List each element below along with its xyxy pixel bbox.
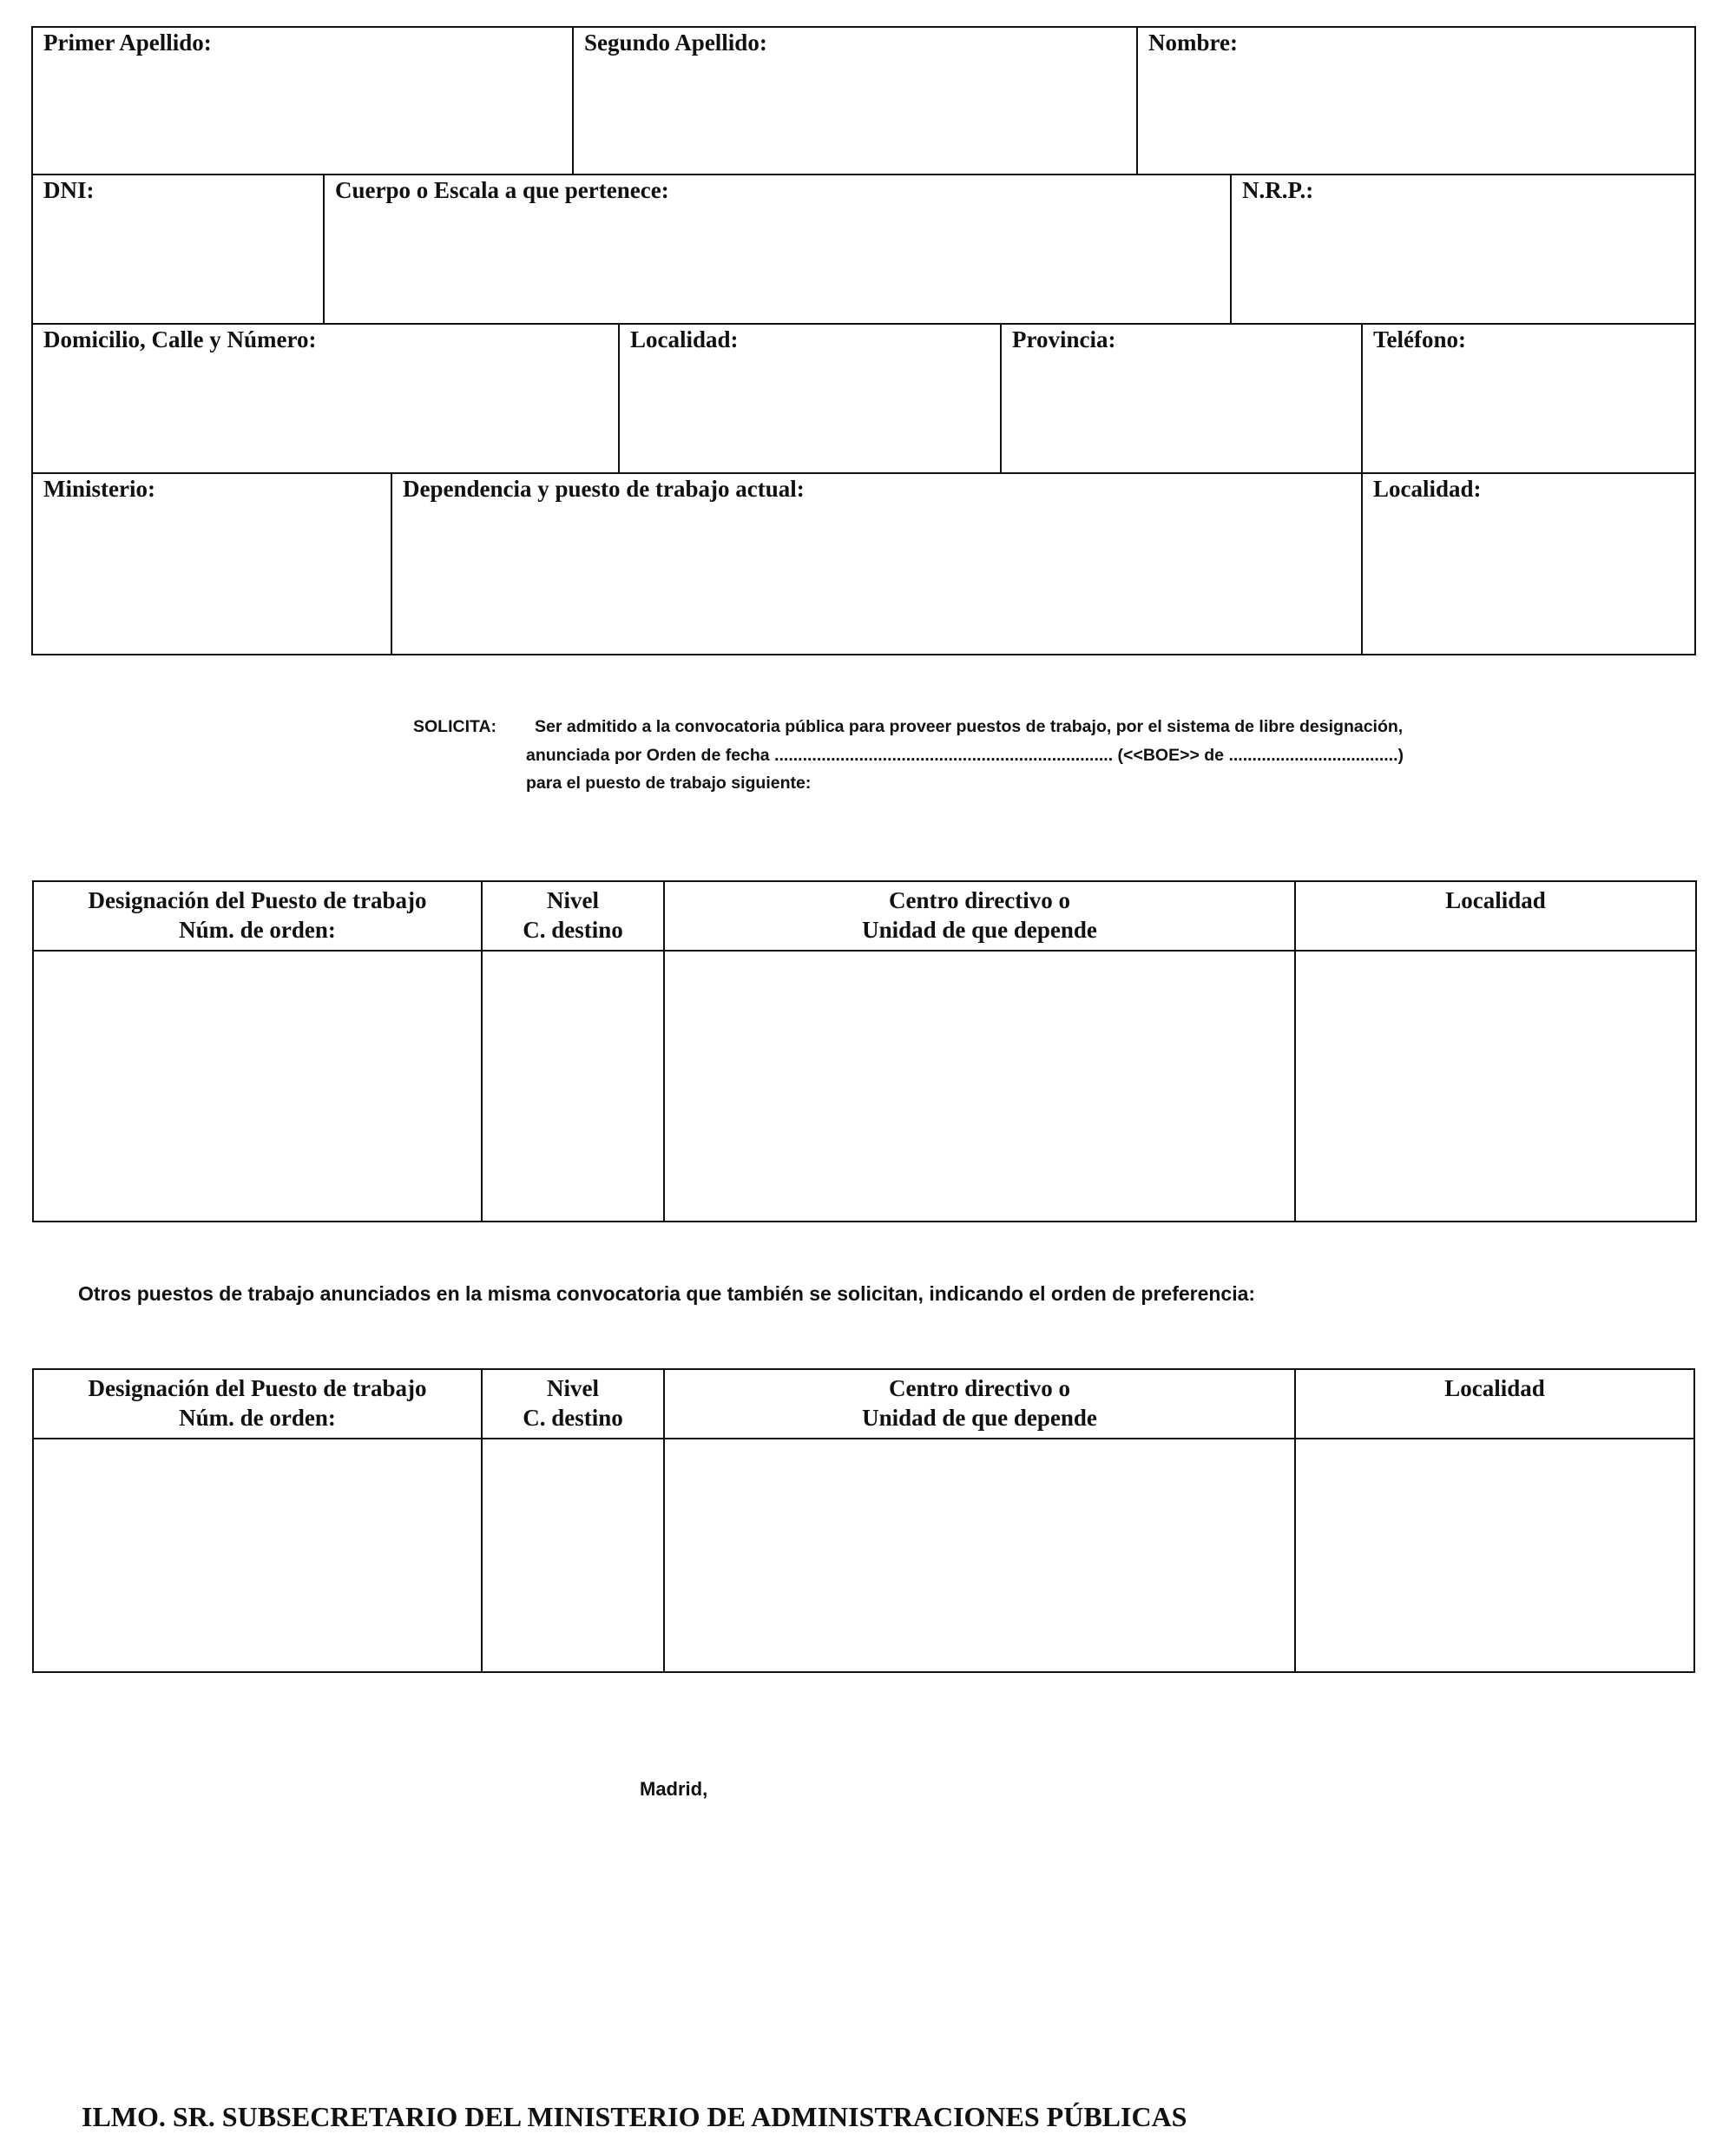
header-designacion-line-2: Núm. de orden:: [179, 1405, 336, 1431]
header-localidad-line-1: Localidad: [1445, 887, 1546, 913]
header-centro: [665, 1373, 1294, 1432]
label-primer-apellido: Primer Apellido:: [43, 30, 212, 56]
solicita-label: SOLICITA:: [413, 717, 497, 736]
header-designacion-line-1: Designación del Puesto de trabajo: [88, 1375, 427, 1401]
header-nivel-line-2: C. destino: [523, 1405, 623, 1431]
label-nombre: Nombre:: [1148, 30, 1238, 56]
solicita-line-3: para el puesto de trabajo siguiente:: [526, 774, 812, 793]
column-designacion[interactable]: [34, 1370, 483, 1671]
field-segundo-apellido[interactable]: [574, 28, 1138, 174]
addressee: ILMO. SR. SUBSECRETARIO DEL MINISTERIO DE ADMINISTRACIONES PÚBLICAS: [82, 2101, 1187, 2132]
field-dni[interactable]: [33, 175, 325, 323]
field-dependencia[interactable]: [392, 474, 1363, 654]
solicita-line-2: anunciada por Orden de fecha ........................................................................ (<<BOE>> de ....................................): [526, 746, 1404, 765]
row-workplace: [31, 474, 1696, 655]
header-centro-line-1: Centro directivo o: [889, 1375, 1070, 1401]
header-designacion-line-2: Núm. de orden:: [179, 917, 336, 943]
madrid-date-line: Madrid,: [640, 1778, 708, 1800]
field-domicilio[interactable]: [33, 325, 620, 472]
column-nivel[interactable]: [483, 882, 665, 1221]
field-cuerpo[interactable]: [325, 175, 1232, 323]
label-localidad: Localidad:: [630, 326, 739, 352]
header-centro-line-2: Unidad de que depende: [862, 1405, 1097, 1431]
column-nivel[interactable]: [483, 1370, 665, 1671]
field-ministerio[interactable]: [33, 474, 392, 654]
header-localidad: [1296, 1373, 1693, 1403]
header-centro: [665, 886, 1294, 945]
otros-puestos-text: Otros puestos de trabajo anunciados en la misma convocatoria que también se solicitan, indicando el orden de preferencia:: [78, 1282, 1256, 1305]
column-centro[interactable]: [665, 882, 1296, 1221]
label-segundo-apellido: Segundo Apellido:: [584, 30, 767, 56]
header-nivel-line-1: Nivel: [547, 1375, 599, 1401]
solicita-line-1: Ser admitido a la convocatoria pública para proveer puestos de trabajo, por el sistema de libre designación,: [535, 717, 1404, 736]
label-dni: DNI:: [43, 177, 95, 203]
header-nivel-line-1: Nivel: [547, 887, 599, 913]
header-designacion: [34, 886, 481, 945]
row-id: [31, 175, 1696, 325]
header-nivel-line-2: C. destino: [523, 917, 623, 943]
label-localidad-actual: Localidad:: [1373, 476, 1482, 502]
job-table-additional: [32, 1368, 1695, 1673]
label-nrp: N.R.P.:: [1242, 177, 1314, 203]
header-nivel: [483, 886, 663, 945]
label-dependencia: Dependencia y puesto de trabajo actual:: [403, 476, 805, 502]
label-telefono: Teléfono:: [1373, 326, 1466, 352]
label-ministerio: Ministerio:: [43, 476, 155, 502]
column-localidad[interactable]: [1296, 1370, 1693, 1671]
header-centro-line-2: Unidad de que depende: [862, 917, 1097, 943]
field-primer-apellido[interactable]: [33, 28, 574, 174]
field-nombre[interactable]: [1138, 28, 1694, 174]
row-address: [31, 325, 1696, 474]
header-designacion: [34, 1373, 481, 1432]
column-designacion[interactable]: [34, 882, 483, 1221]
job-table-primary: [32, 880, 1697, 1222]
header-nivel: [483, 1373, 663, 1432]
row-names: [31, 26, 1696, 175]
header-centro-line-1: Centro directivo o: [889, 887, 1070, 913]
field-provincia[interactable]: [1002, 325, 1363, 472]
label-cuerpo: Cuerpo o Escala a que pertenece:: [335, 177, 669, 203]
header-designacion-line-1: Designación del Puesto de trabajo: [88, 887, 427, 913]
field-localidad-actual[interactable]: [1363, 474, 1694, 654]
field-nrp[interactable]: [1232, 175, 1694, 323]
label-domicilio: Domicilio, Calle y Número:: [43, 326, 317, 352]
field-localidad[interactable]: [620, 325, 1002, 472]
label-provincia: Provincia:: [1012, 326, 1116, 352]
field-telefono[interactable]: [1363, 325, 1694, 472]
column-localidad[interactable]: [1296, 882, 1695, 1221]
header-localidad-line-1: Localidad: [1444, 1375, 1545, 1401]
column-centro[interactable]: [665, 1370, 1296, 1671]
header-localidad: [1296, 886, 1695, 915]
